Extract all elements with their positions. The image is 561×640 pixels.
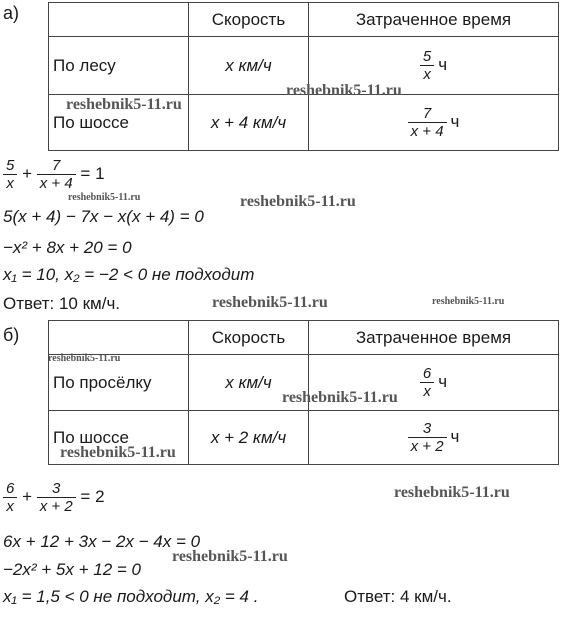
row-time <box>309 411 559 465</box>
watermark: reshebnik5-11.ru <box>172 548 288 565</box>
fraction-denominator: x <box>420 65 434 83</box>
plus-sign: + <box>22 163 33 183</box>
row-name: По просёлку <box>49 355 189 411</box>
fraction <box>3 157 17 192</box>
part-b-label: б) <box>3 325 20 345</box>
table-header-row <box>49 321 559 355</box>
fraction-denominator: x <box>3 174 17 192</box>
fraction-numerator: 5 <box>422 48 432 65</box>
plus-sign: + <box>22 486 33 506</box>
watermark: reshebnik5-11.ru <box>60 444 176 461</box>
row-speed: x + 2 км/ч <box>189 411 309 465</box>
watermark: reshebnik5-11.ru <box>432 296 505 307</box>
part-a-equation-1 <box>3 157 105 192</box>
part-a-label: а) <box>3 3 20 23</box>
time-unit: ч <box>438 54 448 74</box>
row-speed: x км/ч <box>189 37 309 95</box>
header-cell-empty <box>49 321 189 355</box>
watermark: reshebnik5-11.ru <box>240 193 356 210</box>
header-cell-time: Затраченное время <box>309 321 559 355</box>
header-cell-time: Затраченное время <box>309 3 559 37</box>
row-name: По шоссе <box>49 411 189 465</box>
header-cell-speed: Скорость <box>189 3 309 37</box>
time-unit: ч <box>438 371 448 391</box>
header-cell-speed: Скорость <box>189 321 309 355</box>
watermark: reshebnik5-11.ru <box>286 82 402 99</box>
fraction-numerator: 3 <box>52 480 61 497</box>
watermark: reshebnik5-11.ru <box>282 389 398 406</box>
fraction-numerator: 6 <box>6 480 15 497</box>
time-unit: ч <box>450 426 460 446</box>
equation-rhs: = 2 <box>80 486 105 506</box>
fraction-denominator: x + 4 <box>37 174 76 192</box>
watermark: reshebnik5-11.ru <box>66 96 182 113</box>
part-a-table <box>48 2 559 151</box>
fraction-denominator: x <box>3 497 17 515</box>
row-name: По шоссе <box>49 95 189 151</box>
watermark: reshebnik5-11.ru <box>394 484 510 501</box>
fraction-denominator: x + 2 <box>37 497 76 515</box>
fraction-numerator: 7 <box>422 105 432 122</box>
fraction <box>37 157 76 192</box>
equation-rhs: = 1 <box>80 163 105 183</box>
fraction-numerator: 6 <box>422 365 432 382</box>
time-fraction <box>408 420 447 455</box>
fraction-denominator: x + 2 <box>408 437 447 455</box>
row-speed: x км/ч <box>189 355 309 411</box>
part-a-equation-4: x₁ = 10, x₂ = −2 < 0 не подходит <box>3 265 255 284</box>
part-a-answer: Ответ: 10 км/ч. <box>3 294 121 313</box>
fraction-numerator: 5 <box>6 157 15 174</box>
fraction-numerator: 3 <box>422 420 432 437</box>
time-fraction <box>408 105 447 140</box>
part-a-equation-3: −x² + 8x + 20 = 0 <box>3 238 132 257</box>
fraction-numerator: 7 <box>52 157 61 174</box>
watermark: reshebnik5-11.ru <box>68 192 141 203</box>
part-b-equation-1 <box>3 480 105 515</box>
fraction-denominator: x + 4 <box>408 122 447 140</box>
time-fraction <box>420 48 434 83</box>
part-a-equation-2: 5(x + 4) − 7x − x(x + 4) = 0 <box>3 207 204 226</box>
table-header-row <box>49 3 559 37</box>
fraction-denominator: x <box>420 382 434 400</box>
watermark: reshebnik5-11.ru <box>48 353 121 364</box>
part-b-answer: Ответ: 4 км/ч. <box>344 587 452 606</box>
part-b-equation-2: 6x + 12 + 3x − 2x − 4x = 0 <box>3 532 201 551</box>
fraction <box>37 480 76 515</box>
row-name: По лесу <box>49 37 189 95</box>
part-b-equation-3: −2x² + 5x + 12 = 0 <box>3 560 141 579</box>
row-speed: x + 4 км/ч <box>189 95 309 151</box>
watermark: reshebnik5-11.ru <box>212 294 328 311</box>
time-fraction <box>420 365 434 400</box>
header-cell-empty <box>49 3 189 37</box>
fraction <box>3 480 17 515</box>
time-unit: ч <box>450 111 460 131</box>
part-b-equation-4: x₁ = 1,5 < 0 не подходит, x₂ = 4 . <box>3 587 259 606</box>
row-time <box>309 95 559 151</box>
